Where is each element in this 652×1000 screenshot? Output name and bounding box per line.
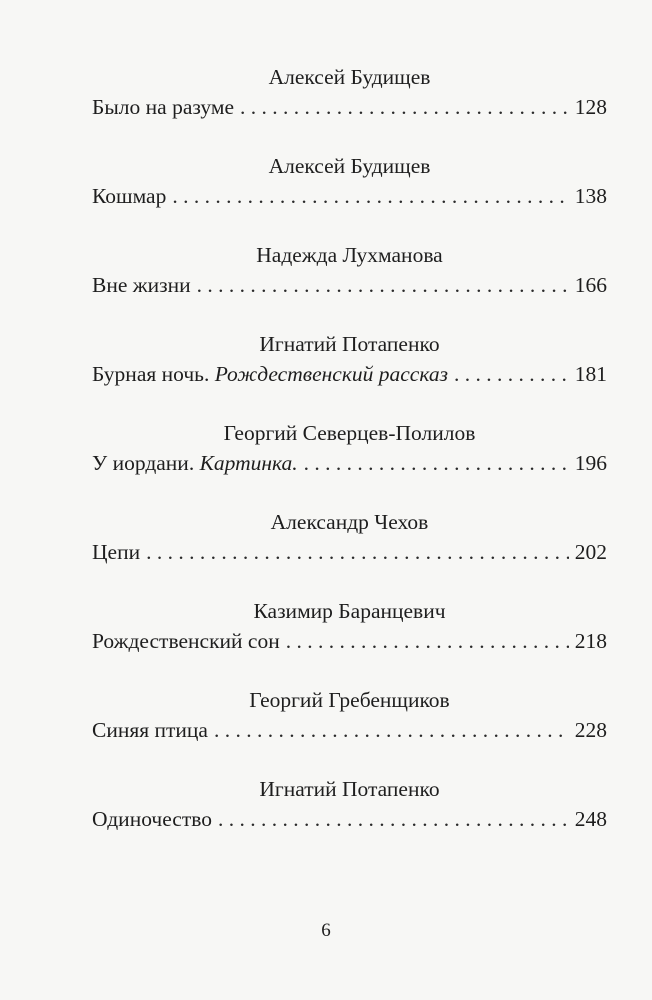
- toc-page-number: 202: [574, 540, 607, 564]
- toc-line: [92, 92, 607, 122]
- toc-line: [92, 181, 607, 211]
- toc-page-number: 166: [574, 273, 607, 297]
- page-number-footer: 6: [321, 920, 331, 941]
- table-of-contents: [92, 58, 607, 859]
- dot-leader: [197, 270, 569, 300]
- toc-page-number: 196: [574, 451, 607, 475]
- toc-page-number: 218: [574, 629, 607, 653]
- toc-title: Цепи: [92, 540, 141, 564]
- toc-line: [92, 804, 607, 834]
- toc-author: Алексей Будищев: [268, 154, 431, 178]
- dot-leader: [286, 626, 569, 656]
- toc-entry: [92, 503, 607, 592]
- toc-line: [92, 270, 607, 300]
- toc-page-number: 248: [574, 807, 607, 831]
- toc-author: Александр Чехов: [270, 510, 429, 534]
- dot-leader: [214, 715, 569, 745]
- toc-page-number: 228: [574, 718, 607, 742]
- toc-entry: [92, 414, 607, 503]
- toc-author: Игнатий Потапенко: [259, 332, 440, 356]
- toc-title: Синяя птица: [92, 718, 208, 742]
- toc-title: Одиночество: [92, 807, 212, 831]
- toc-title: Было на разуме: [92, 95, 235, 119]
- toc-title: У иордани. Картинка.: [92, 451, 298, 475]
- toc-author: Алексей Будищев: [268, 65, 431, 89]
- toc-title: Кошмар: [92, 184, 167, 208]
- toc-entry: [92, 592, 607, 681]
- toc-page-number: 181: [574, 362, 607, 386]
- toc-line: [92, 715, 607, 745]
- toc-line: [92, 359, 607, 389]
- toc-author: Георгий Северцев-Полилов: [223, 421, 476, 445]
- toc-title: Бурная ночь. Рождественский рассказ: [92, 362, 449, 386]
- toc-page-number: 128: [574, 95, 607, 119]
- toc-line: [92, 448, 607, 478]
- toc-entry: [92, 147, 607, 236]
- toc-entry: [92, 325, 607, 414]
- dot-leader: [172, 181, 568, 211]
- toc-entry: [92, 770, 607, 859]
- toc-title: Рождественский сон: [92, 629, 280, 653]
- dot-leader: [240, 92, 569, 122]
- toc-author: Надежда Лухманова: [256, 243, 443, 267]
- toc-line: [92, 626, 607, 656]
- dot-leader: [146, 537, 569, 567]
- toc-author: Игнатий Потапенко: [259, 777, 440, 801]
- toc-page-number: 138: [574, 184, 607, 208]
- dot-leader: [304, 448, 569, 478]
- toc-author: Георгий Гребенщиков: [249, 688, 450, 712]
- toc-line: [92, 537, 607, 567]
- toc-subtitle: Рождественский рассказ: [214, 362, 449, 386]
- dot-leader: [218, 804, 569, 834]
- toc-subtitle: Картинка.: [199, 451, 298, 475]
- toc-entry: [92, 58, 607, 147]
- toc-title: Вне жизни: [92, 273, 191, 297]
- dot-leader: [454, 359, 569, 389]
- toc-entry: [92, 681, 607, 770]
- toc-entry: [92, 236, 607, 325]
- toc-author: Казимир Баранцевич: [253, 599, 446, 623]
